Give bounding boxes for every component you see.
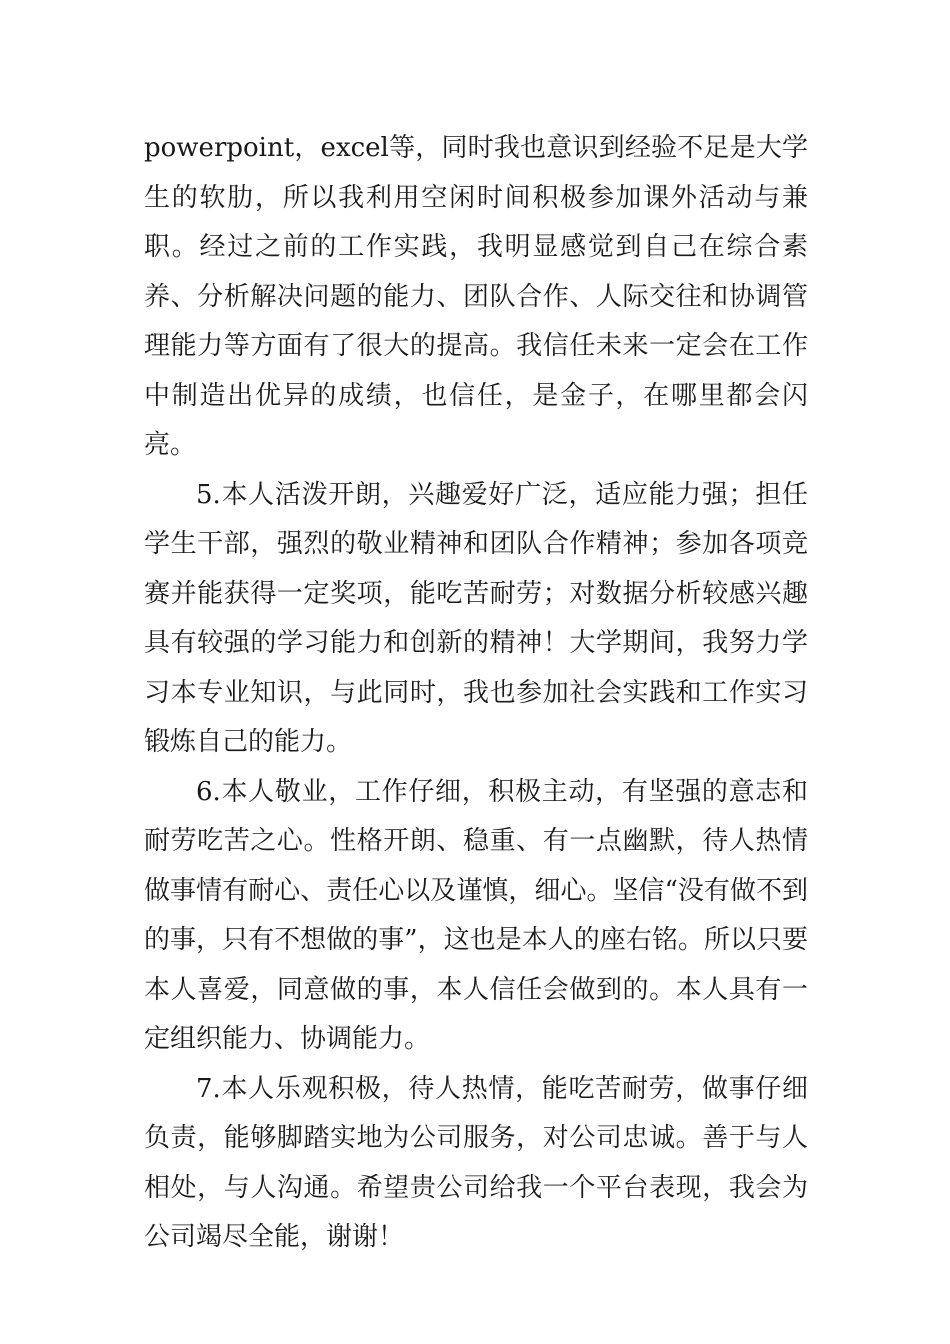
paragraph-item-7: 7.本人乐观积极，待人热情，能吃苦耐劳，做事仔细负责，能够脚踏实地为公司服务，对公司忠诚。善于与人相处，与人沟通。希望贵公司给我一个平台表现，我会为公司竭尽全能，谢谢！ bbox=[144, 1073, 808, 1252]
paragraph-continuation: powerpoint，excel等，同时我也意识到经验不足是大学生的软肋，所以我利用空闲时间积极参加课外活动与兼职。经过之前的工作实践，我明显感觉到自己在综合素养、分析解决问题的能力、团队合作、人际交往和协调管理能力等方面有了很大的提高。我信任未来一定会在工作中制造出优异的成绩，也信任，是金子，在哪里都会闪亮。 bbox=[144, 133, 808, 460]
paragraph-item-6: 6.本人敬业，工作仔细，积极主动，有坚强的意志和耐劳吃苦之心。性格开朗、稳重、有一点幽默，待人热情做事情有耐心、责任心以及谨慎，细心。坚信“没有做不到的事，只有不想做的事”，这也是本人的座右铭。所以只要本人喜爱，同意做的事，本人信任会做到的。本人具有一定组织能力、协调能力。 bbox=[144, 776, 808, 1054]
paragraph-item-5: 5.本人活泼开朗，兴趣爱好广泛，适应能力强；担任学生干部，强烈的敬业精神和团队合作精神；参加各项竞赛并能获得一定奖项，能吃苦耐劳；对数据分析较感兴趣具有较强的学习能力和创新的精神！大学期间，我努力学习本专业知识，与此同时，我也参加社会实践和工作实习锻炼自己的能力。 bbox=[144, 479, 808, 757]
document-body bbox=[144, 124, 808, 1263]
